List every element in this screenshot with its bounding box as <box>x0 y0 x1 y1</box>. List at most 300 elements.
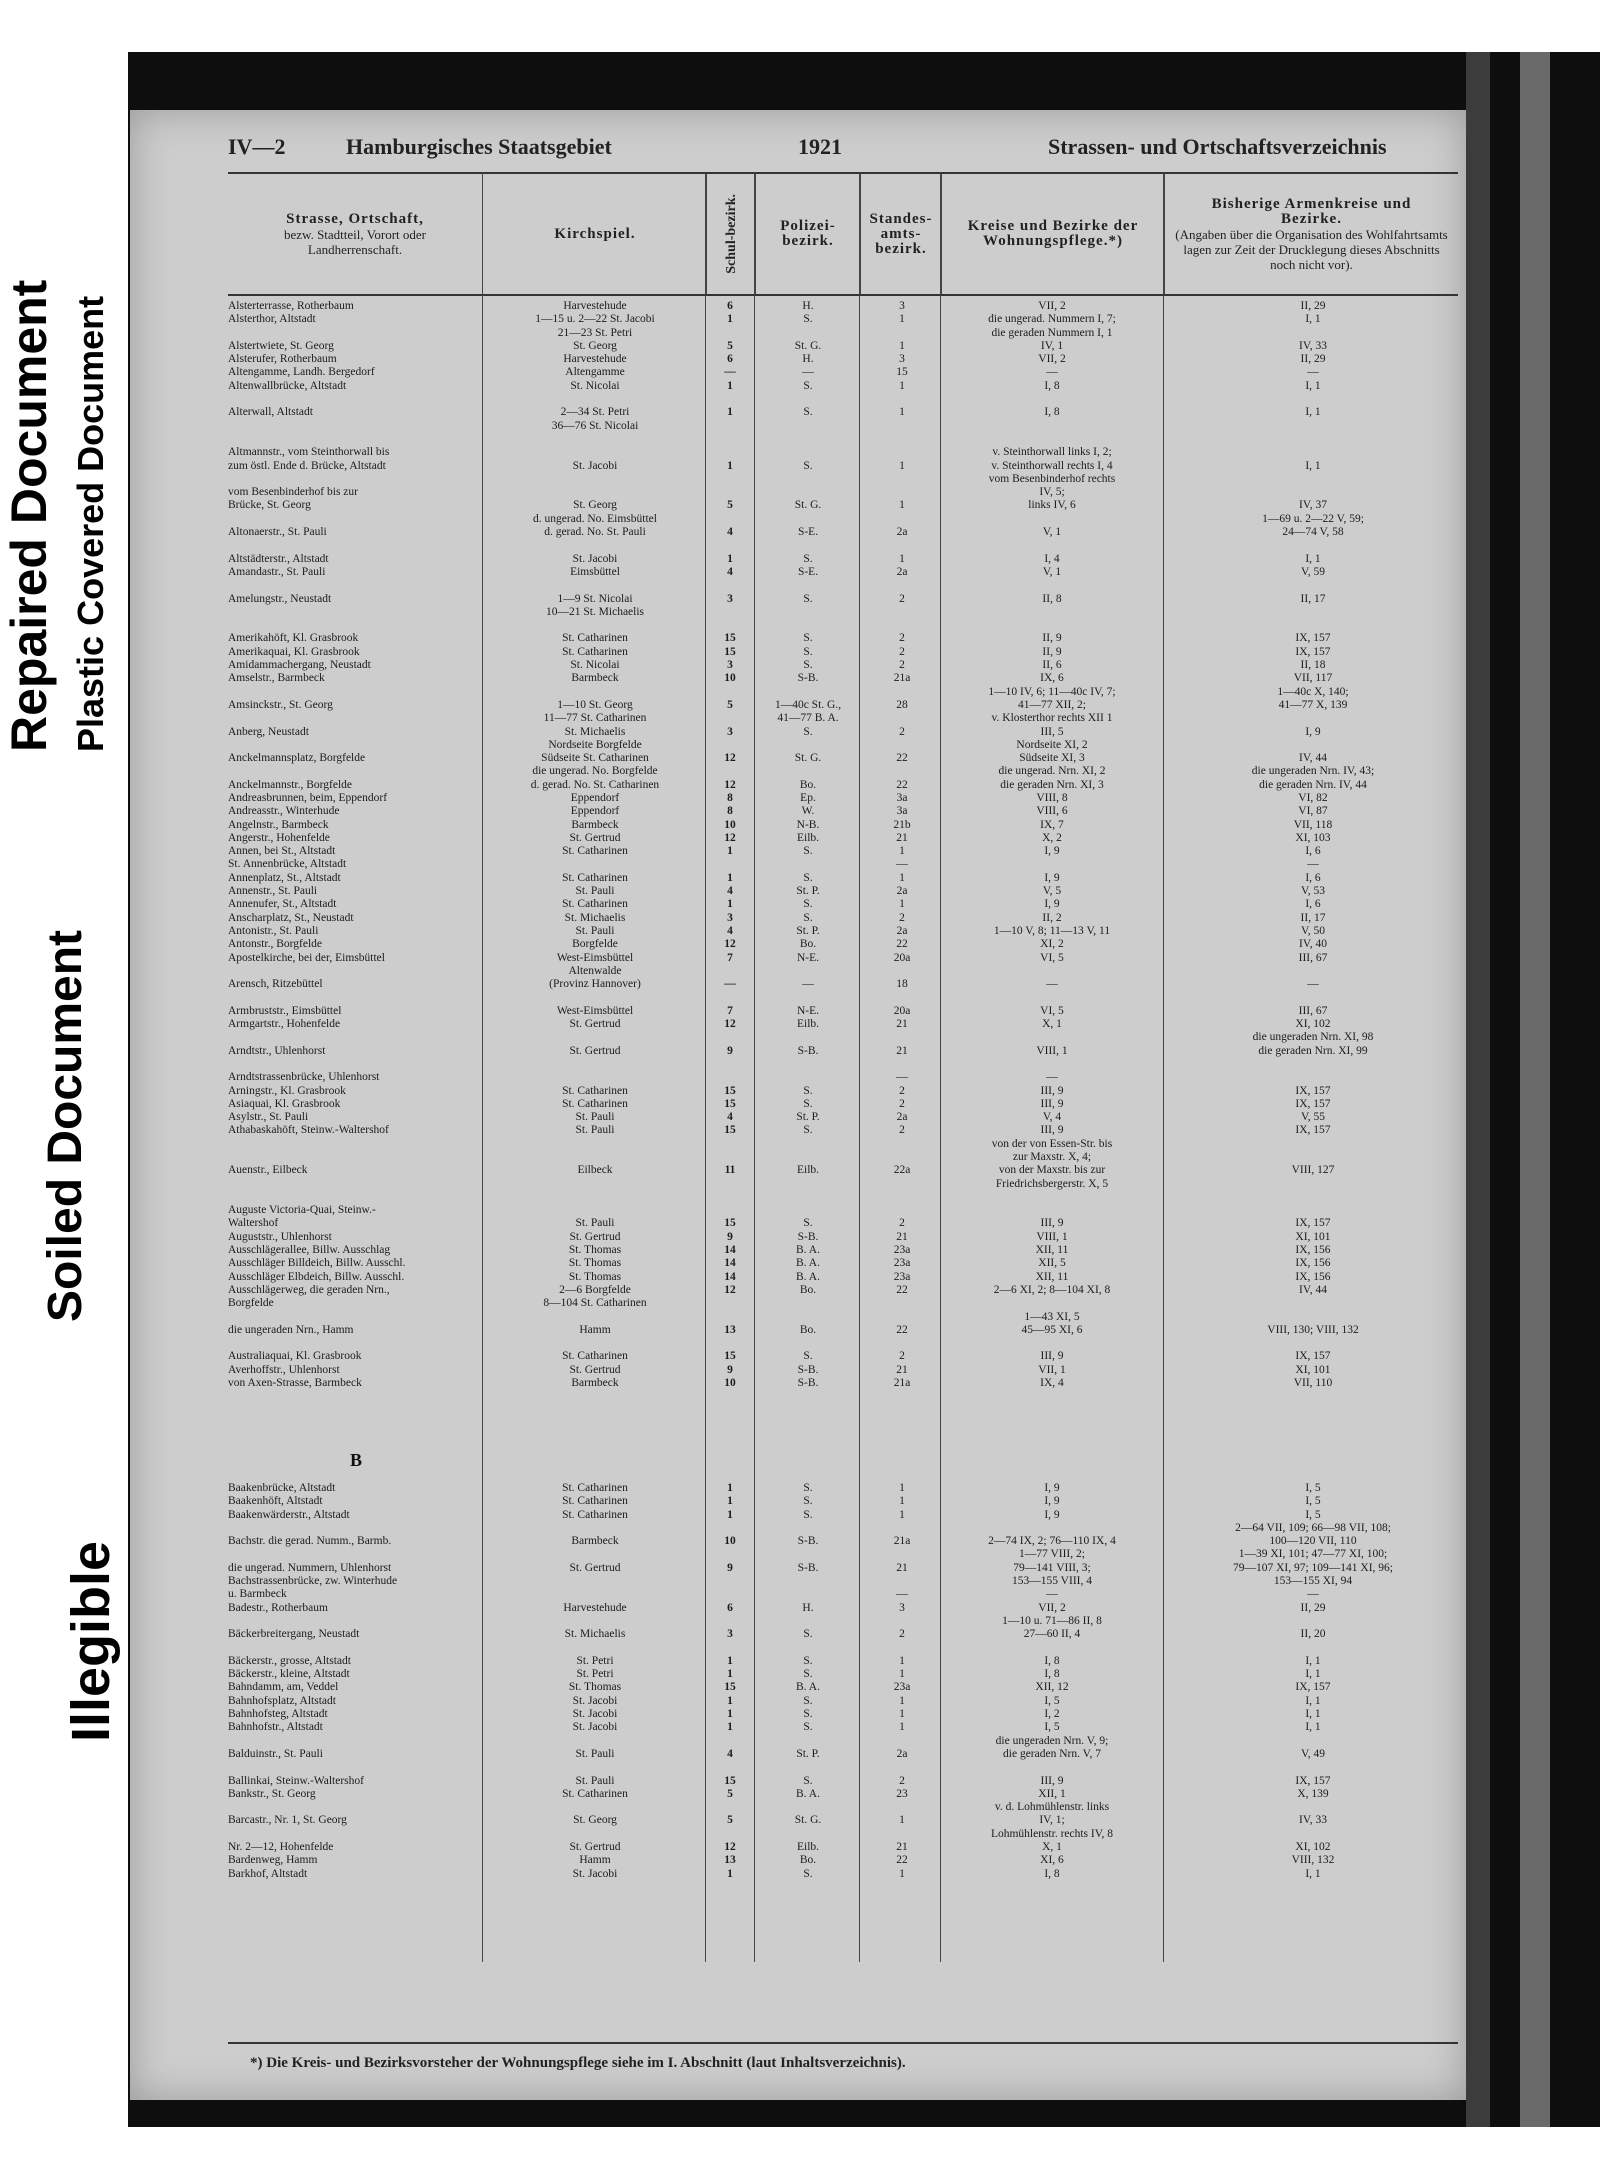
table-cell: I, 4 <box>1044 552 1060 565</box>
table-cell: I, 9 <box>1044 871 1060 884</box>
table-cell: S. <box>803 1495 813 1508</box>
table-cell: 22a <box>893 1164 911 1177</box>
table-cell: I, 8 <box>1044 1668 1060 1681</box>
table-cell: Arndtstr., Uhlenhorst <box>228 1044 326 1057</box>
table-row <box>228 1615 1458 1628</box>
table-cell: III, 9 <box>1040 1217 1064 1230</box>
table-cell: Armbruststr., Eimsbüttel <box>228 1004 342 1017</box>
table-row <box>228 327 1458 340</box>
table-cell: II, 8 <box>1042 592 1062 605</box>
table-cell: — <box>1046 1071 1058 1084</box>
table-cell: St. G. <box>794 1814 822 1827</box>
table-cell: S-B. <box>797 1561 819 1574</box>
table-cell: 15 <box>724 632 736 645</box>
header-poor-title: Bisherige Armenkreise und Bezirke. <box>1211 195 1412 227</box>
table-cell: 2—34 St. Petri <box>560 406 630 419</box>
table-cell: 100—120 VII, 110 <box>1269 1535 1357 1548</box>
table-cell: St. Michaelis <box>564 911 626 924</box>
table-cell: III, 5 <box>1040 725 1064 738</box>
table-cell: die geraden Nrn. IV, 44 <box>1259 778 1367 791</box>
table-cell: 6 <box>727 1601 733 1614</box>
table-cell: I, 5 <box>1044 1694 1060 1707</box>
table-cell: I, 5 <box>1305 1508 1321 1521</box>
table-cell: 2 <box>899 911 905 924</box>
table-cell: IV, 33 <box>1299 339 1327 352</box>
table-cell: 1—40c St. G., <box>774 698 842 711</box>
table-row <box>228 952 1458 965</box>
table-cell: Lohmühlenstr. rechts IV, 8 <box>990 1827 1114 1840</box>
table-cell: Südseite XI, 3 <box>1019 752 1085 765</box>
table-cell: Altenwallbrücke, Altstadt <box>228 379 347 392</box>
table-row <box>228 473 1458 486</box>
table-cell: — <box>1307 978 1319 991</box>
table-cell: 15 <box>724 1124 736 1137</box>
table-cell: V, 49 <box>1300 1747 1326 1760</box>
running-year: 1921 <box>798 134 842 159</box>
header-parish <box>484 174 707 294</box>
table-row <box>228 1244 1458 1257</box>
table-cell: S. <box>803 552 813 565</box>
table-cell: Anckelmannsplatz, Borgfelde <box>228 752 366 765</box>
table-row <box>228 1098 1458 1111</box>
table-row <box>228 513 1458 526</box>
table-cell: S. <box>803 1084 813 1097</box>
table-cell: 4 <box>727 565 733 578</box>
table-cell: I, 5 <box>1305 1482 1321 1494</box>
table-cell: 12 <box>724 778 736 791</box>
table-cell: I, 1 <box>1305 1668 1321 1681</box>
table-cell: St. Gertrud <box>569 1841 621 1854</box>
table-cell: IX, 7 <box>1040 818 1064 831</box>
table-cell: 9 <box>727 1230 733 1243</box>
table-cell: die ungerad. No. Borgfelde <box>532 765 658 778</box>
table-cell: St. G. <box>794 339 822 352</box>
table-cell: IX, 156 <box>1295 1257 1331 1270</box>
table-row <box>228 726 1458 739</box>
table-cell: St. Catharinen <box>562 632 628 645</box>
table-row <box>228 1311 1458 1324</box>
table-cell: Amandastr., St. Pauli <box>228 565 326 578</box>
table-row <box>228 1588 1458 1601</box>
table-cell: Eppendorf <box>570 791 620 804</box>
table-cell: 4 <box>727 885 733 898</box>
table-cell: Harvestehude <box>563 353 627 366</box>
table-cell: II, 17 <box>1300 592 1326 605</box>
table-cell: die geraden Nrn. V, 7 <box>1003 1747 1101 1760</box>
table-cell: Athabaskahöft, Steinw.-Waltershof <box>228 1124 389 1137</box>
table-cell: 1—9 St. Nicolai <box>557 592 633 605</box>
table-cell: I, 5 <box>1044 1721 1060 1734</box>
table-cell: IX, 157 <box>1295 645 1331 658</box>
header-street <box>228 174 483 294</box>
table-cell: II, 29 <box>1300 1601 1326 1614</box>
label-soiled: Soiled Document <box>39 929 92 1322</box>
table-cell: St. Gertrud <box>569 1561 621 1574</box>
table-cell: (Provinz Hannover) <box>549 978 641 991</box>
table-cell: 2—6 Borgfelde <box>559 1283 631 1296</box>
table-cell: St. P. <box>796 1111 820 1124</box>
table-row <box>228 1085 1458 1098</box>
table-cell: X, 1 <box>1042 1018 1062 1031</box>
table-cell: 2a <box>896 565 908 578</box>
table-cell: St. Nicolai <box>570 379 620 392</box>
table-cell: Alsterterrasse, Rotherbaum <box>228 300 354 312</box>
table-cell: S. <box>803 871 813 884</box>
table-cell: S. <box>803 379 813 392</box>
table-row <box>228 991 1458 1004</box>
table-cell: St. Gertrud <box>569 1044 621 1057</box>
table-cell: III, 67 <box>1298 1004 1328 1017</box>
table-row <box>228 1178 1458 1191</box>
table-row <box>228 1217 1458 1230</box>
table-cell: Barmbeck <box>571 672 619 685</box>
table-cell: 21 <box>896 1561 908 1574</box>
table-cell: 2 <box>899 659 905 672</box>
table-cell: St. Pauli <box>575 1124 615 1137</box>
table-row <box>228 1257 1458 1270</box>
table-cell: 2a <box>896 1111 908 1124</box>
table-cell: 21 <box>896 1841 908 1854</box>
table-cell: 21—23 St. Petri <box>557 326 633 339</box>
table-cell: St. Gertrud <box>569 1230 621 1243</box>
table-cell: IV, 37 <box>1299 499 1327 512</box>
table-cell: XII, 12 <box>1035 1681 1069 1694</box>
table-cell: VIII, 127 <box>1291 1164 1335 1177</box>
table-cell: — <box>724 978 736 991</box>
table-cell: VII, 118 <box>1293 818 1333 831</box>
table-cell: Andreasstr., Winterhude <box>228 805 340 818</box>
table-cell: v. Steinthorwall rechts I, 4 <box>991 459 1113 472</box>
table-cell: 2—64 VII, 109; 66—98 VII, 108; <box>1235 1521 1391 1534</box>
table-cell: IV, 33 <box>1299 1814 1327 1827</box>
table-row <box>228 712 1458 725</box>
table-row <box>228 1151 1458 1164</box>
table-cell: S. <box>803 592 813 605</box>
table-cell: St. Thomas <box>568 1257 622 1270</box>
table-cell: Eppendorf <box>570 805 620 818</box>
table-row <box>228 300 1458 313</box>
table-row <box>228 526 1458 539</box>
table-cell: 2 <box>899 725 905 738</box>
section-letter-b: B <box>350 1450 363 1470</box>
table-cell: — <box>896 858 908 871</box>
table-row <box>228 1018 1458 1031</box>
table-cell: Bankstr., St. Georg <box>228 1787 316 1800</box>
table-cell: Bahnhofsteg, Altstadt <box>228 1708 328 1721</box>
table-cell: 23 <box>896 1787 908 1800</box>
table-cell: 23a <box>893 1257 911 1270</box>
table-body-a <box>228 300 1458 1390</box>
table-row <box>228 1364 1458 1377</box>
table-cell: Altengamme <box>565 366 625 379</box>
table-cell: VII, 110 <box>1293 1377 1333 1390</box>
table-row <box>228 433 1458 446</box>
table-cell: 15 <box>724 645 736 658</box>
table-cell: vom Besenbinderhof bis zur <box>228 486 358 499</box>
table-cell: Eilb. <box>796 1841 820 1854</box>
table-cell: Anscharplatz, St., Neustadt <box>228 911 354 924</box>
table-cell: 1 <box>899 1708 905 1721</box>
table-cell: 3 <box>899 353 905 366</box>
table-cell: Arndtstrassenbrücke, Uhlenhorst <box>228 1071 380 1084</box>
table-cell: 2a <box>896 526 908 539</box>
table-cell: St. Thomas <box>568 1270 622 1283</box>
table-row <box>228 619 1458 632</box>
table-row <box>228 1655 1458 1668</box>
table-cell: 3 <box>727 911 733 924</box>
table-cell: 5 <box>727 339 733 352</box>
table-cell: 7 <box>727 951 733 964</box>
table-cell: Arensch, Ritzebüttel <box>228 978 323 991</box>
table-cell: S. <box>803 1668 813 1681</box>
table-cell: u. Barmbeck <box>228 1588 287 1601</box>
table-cell: IV, 5; <box>1039 486 1065 499</box>
table-cell: B. A. <box>796 1244 820 1257</box>
table-cell: — <box>896 1071 908 1084</box>
table-row <box>228 1045 1458 1058</box>
header-police-label: Polizei-bezirk. <box>780 218 836 249</box>
table-cell: X, 1 <box>1042 1841 1062 1854</box>
table-cell: 2 <box>899 1350 905 1363</box>
table-cell: St. Pauli <box>575 885 615 898</box>
table-row <box>228 779 1458 792</box>
table-cell: S-E. <box>797 526 819 539</box>
table-cell: West-Eimsbüttel <box>556 951 634 964</box>
document-page <box>130 110 1466 2100</box>
table-cell: 1 <box>899 552 905 565</box>
table-cell: S. <box>803 1628 813 1641</box>
table-cell: Bahndamm, am, Veddel <box>228 1681 339 1694</box>
table-cell: B. A. <box>796 1270 820 1283</box>
table-cell: 2 <box>899 592 905 605</box>
table-cell: Borgfelde <box>228 1297 274 1310</box>
table-cell: 1—10 St. Georg <box>557 698 633 711</box>
table-cell: Eilbeck <box>577 1164 613 1177</box>
table-cell: 3 <box>899 1601 905 1614</box>
table-cell: St. Catharinen <box>562 1482 628 1494</box>
table-row <box>228 1124 1458 1137</box>
table-row <box>228 406 1458 419</box>
table-cell: St. Pauli <box>575 1747 615 1760</box>
table-cell: Bäckerstr., kleine, Altstadt <box>228 1668 350 1681</box>
table-cell: 21 <box>896 831 908 844</box>
table-cell: Balduinstr., St. Pauli <box>228 1747 323 1760</box>
table-row <box>228 845 1458 858</box>
table-cell: 1 <box>727 1508 733 1521</box>
table-cell: Auguststr., Uhlenhorst <box>228 1230 332 1243</box>
table-cell: IV, 44 <box>1299 752 1327 765</box>
table-row <box>228 1231 1458 1244</box>
table-row <box>228 1788 1458 1801</box>
table-cell: 2 <box>899 645 905 658</box>
table-cell: 1 <box>727 871 733 884</box>
table-cell: 14 <box>724 1257 736 1270</box>
table-cell: Ausschläger Billdeich, Billw. Ausschl. <box>228 1257 406 1270</box>
table-cell: St. Pauli <box>575 924 615 937</box>
table-cell: St. Thomas <box>568 1244 622 1257</box>
table-cell: St. Georg <box>573 499 617 512</box>
header-street-sub: bezw. Stadtteil, Vorort oder Landherrenschaft. <box>283 226 426 257</box>
header-school <box>707 174 756 294</box>
table-row <box>228 1695 1458 1708</box>
table-cell: 1 <box>899 1482 905 1494</box>
table-row <box>228 885 1458 898</box>
table-row <box>228 1377 1458 1390</box>
table-cell: Angelnstr., Barmbeck <box>228 818 329 831</box>
table-row <box>228 1058 1458 1071</box>
table-cell: 1 <box>899 406 905 419</box>
table-cell: Baakenbrücke, Altstadt <box>228 1482 336 1494</box>
table-cell: — <box>1046 366 1058 379</box>
table-cell: St. Catharinen <box>562 1350 628 1363</box>
table-cell: d. gerad. No. St. Pauli <box>544 526 646 539</box>
table-row <box>228 1708 1458 1721</box>
table-row <box>228 593 1458 606</box>
table-cell: 14 <box>724 1270 736 1283</box>
table-cell: 15 <box>896 366 908 379</box>
table-cell: 21 <box>896 1044 908 1057</box>
table-cell: St. Catharinen <box>562 845 628 858</box>
table-cell: 9 <box>727 1561 733 1574</box>
table-cell: 1 <box>899 1668 905 1681</box>
table-cell: Baakenhöft, Altstadt <box>228 1495 323 1508</box>
table-cell: Barkhof, Altstadt <box>228 1867 308 1880</box>
header-housing <box>942 174 1165 294</box>
table-cell: VII, 2 <box>1038 353 1066 366</box>
table-cell: I, 1 <box>1305 1867 1321 1880</box>
table-cell: St. G. <box>794 499 822 512</box>
table-cell: 1 <box>899 1814 905 1827</box>
table-row <box>228 739 1458 752</box>
table-cell: Asiaquai, Kl. Grasbrook <box>228 1097 341 1110</box>
table-cell: S-B. <box>797 1377 819 1390</box>
table-cell: S. <box>803 1708 813 1721</box>
table-cell: Harvestehude <box>563 300 627 312</box>
table-cell: S. <box>803 1508 813 1521</box>
table-row <box>228 1482 1458 1495</box>
table-cell: II, 2 <box>1042 911 1062 924</box>
table-cell: 22 <box>896 752 908 765</box>
table-row <box>228 1495 1458 1508</box>
table-cell: I, 1 <box>1305 313 1321 326</box>
table-cell: St. Jacobi <box>572 1708 618 1721</box>
table-cell: Harvestehude <box>563 1601 627 1614</box>
table-cell: 1 <box>727 1867 733 1880</box>
table-cell: St. P. <box>796 885 820 898</box>
table-cell: S. <box>803 659 813 672</box>
table-cell: St. Catharinen <box>562 1084 628 1097</box>
table-cell: 20a <box>893 951 911 964</box>
table-cell: St. Jacobi <box>572 1694 618 1707</box>
table-cell: links IV, 6 <box>1028 499 1076 512</box>
table-cell: 6 <box>727 353 733 366</box>
table-row <box>228 765 1458 778</box>
table-cell: 15 <box>724 1084 736 1097</box>
table-cell: B. A. <box>796 1787 820 1800</box>
table-cell: III, 9 <box>1040 1097 1064 1110</box>
table-cell: II, 29 <box>1300 353 1326 366</box>
table-cell: S. <box>803 459 813 472</box>
table-cell: Annen, bei St., Altstadt <box>228 845 336 858</box>
table-row <box>228 805 1458 818</box>
table-cell: 41—77 XII, 2; <box>1017 698 1087 711</box>
table-cell: S-E. <box>797 565 819 578</box>
table-cell: 153—155 VIII, 4 <box>1012 1575 1092 1588</box>
table-cell: IX, 157 <box>1295 1084 1331 1097</box>
table-cell: XI, 101 <box>1295 1230 1331 1243</box>
table-cell: Alsterufer, Rotherbaum <box>228 353 337 366</box>
table-header <box>228 172 1458 296</box>
table-cell: N-B. <box>796 818 820 831</box>
table-cell: Bo. <box>799 938 817 951</box>
table-cell: die geraden Nrn. XI, 3 <box>1000 778 1104 791</box>
table-row <box>228 832 1458 845</box>
table-cell: St. Jacobi <box>572 459 618 472</box>
table-row <box>228 1775 1458 1788</box>
table-cell: 5 <box>727 499 733 512</box>
table-cell: 21 <box>896 1230 908 1243</box>
table-cell: 5 <box>727 698 733 711</box>
table-cell: IV, 44 <box>1299 1283 1327 1296</box>
table-cell: Amerikaquai, Kl. Grasbrook <box>228 645 360 658</box>
table-cell: 41—77 B. A. <box>777 712 839 725</box>
table-cell: 1 <box>899 1694 905 1707</box>
table-cell: Amselstr., Barmbeck <box>228 672 325 685</box>
table-cell: IX, 157 <box>1295 1217 1331 1230</box>
table-cell: 1 <box>727 1654 733 1667</box>
table-cell: Bo. <box>799 778 817 791</box>
table-cell: Eilb. <box>796 1018 820 1031</box>
table-cell: XI, 6 <box>1040 1854 1064 1867</box>
table-cell: I, 8 <box>1044 406 1060 419</box>
table-cell: — <box>896 1588 908 1601</box>
table-cell: 4 <box>727 1747 733 1760</box>
table-row <box>228 566 1458 579</box>
table-cell: die ungerad. Nummern, Uhlenhorst <box>228 1561 392 1574</box>
table-row <box>228 659 1458 672</box>
table-cell: 2 <box>899 1774 905 1787</box>
table-row <box>228 1350 1458 1363</box>
table-cell: 1 <box>727 845 733 858</box>
table-cell: 1 <box>727 1721 733 1734</box>
table-cell: Angerstr., Hohenfelde <box>228 831 330 844</box>
table-cell: St. Petri <box>576 1668 614 1681</box>
table-cell: Amelungstr., Neustadt <box>228 592 332 605</box>
table-cell: 5 <box>727 1814 733 1827</box>
table-row <box>228 1854 1458 1867</box>
header-poor-districts <box>1165 174 1458 294</box>
table-cell: St. Georg <box>573 1814 617 1827</box>
table-cell: Apostelkirche, bei der, Eimsbüttel <box>228 951 385 964</box>
table-cell: IX, 157 <box>1295 1097 1331 1110</box>
table-cell: 1 <box>727 1694 733 1707</box>
table-cell: die ungeraden Nrn. XI, 98 <box>1252 1031 1374 1044</box>
table-cell: — <box>1046 978 1058 991</box>
table-cell: 1—40c X, 140; <box>1277 685 1349 698</box>
table-row <box>228 1575 1458 1588</box>
table-row <box>228 1668 1458 1681</box>
table-row <box>228 420 1458 433</box>
table-cell: 28 <box>896 698 908 711</box>
table-cell: 1 <box>727 313 733 326</box>
table-cell: I, 5 <box>1305 1495 1321 1508</box>
table-cell: II, 20 <box>1300 1628 1326 1641</box>
table-cell: S. <box>803 313 813 326</box>
table-cell: III, 9 <box>1040 1350 1064 1363</box>
table-row <box>228 486 1458 499</box>
table-cell: St. Jacobi <box>572 1721 618 1734</box>
table-cell: 11—77 St. Catharinen <box>543 712 647 725</box>
